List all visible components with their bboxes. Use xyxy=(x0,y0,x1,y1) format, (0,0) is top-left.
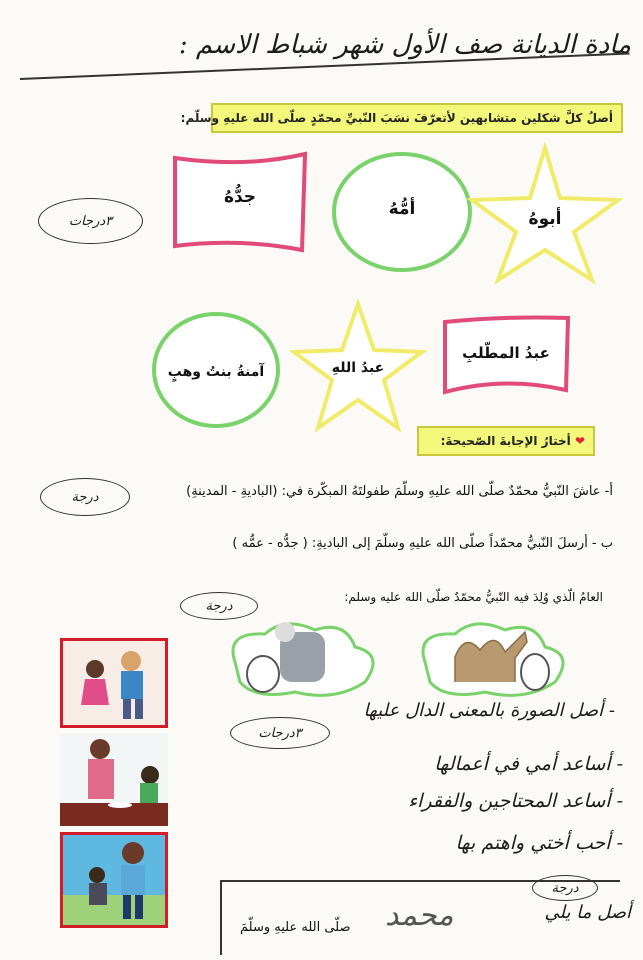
section3-item-3: - أحب أختي واهتم بها xyxy=(455,832,623,854)
shape-star-abdullah[interactable] xyxy=(294,304,422,428)
shape-circle-mother[interactable] xyxy=(334,154,470,270)
boys-helping-icon xyxy=(63,835,165,925)
section2-instruction-text: أختارُ الإجابةَ الصّحيحةَ: xyxy=(440,434,571,448)
section4-middle-text: محمد xyxy=(385,898,454,933)
camel-cloud[interactable] xyxy=(423,624,563,695)
mother-kitchen-icon xyxy=(60,733,168,826)
picture-helping-mother[interactable] xyxy=(60,733,168,826)
section1-grade: ٣درجات xyxy=(38,198,143,244)
children-playing-icon xyxy=(63,641,165,725)
shape-star-father-label: أبوهُ xyxy=(528,209,562,229)
section4-left-text: صلّى الله عليهِ وسلّمَ xyxy=(240,920,351,935)
shape-flag-grandfather-label: جدُّهُ xyxy=(223,187,257,207)
picture-helping-sister[interactable] xyxy=(60,638,168,728)
shape-circle-mother-label: أمُّهُ xyxy=(388,199,416,219)
section3-grade: ٣درجات xyxy=(230,717,330,749)
section1-instruction: أصلُ كلَّ شكلين متشابهين لأتعرّفَ نسَبَ النّبيِّ محمّدٍ صلّى الله عليهِ وسلّم: xyxy=(211,103,623,133)
shapes-canvas xyxy=(140,140,640,440)
section4-instruction: أصل ما يلي xyxy=(544,902,631,923)
animal-choices xyxy=(215,612,615,702)
shape-flag-grandfather[interactable] xyxy=(175,154,305,250)
heart-icon: ❤ xyxy=(574,434,585,448)
section3-instruction: - أصل الصورة بالمعنى الدال عليها xyxy=(363,700,615,721)
shape-circle-amina-label: آمنةُ بنتُ وهبٍ xyxy=(167,364,265,380)
section4-grade: درجة xyxy=(532,875,598,901)
section4-vertical-line xyxy=(220,880,222,955)
elephant-cloud[interactable] xyxy=(233,622,373,695)
shape-star-abdullah-label: عبدُ اللهِ xyxy=(331,360,385,376)
question-c: العامُ الّذي وُلِدَ فيه النّبيُّ محمّدٌ صلّى الله عليه وسلم: xyxy=(344,590,603,604)
question-b: ب - أرسلَ النّبيُّ محمّداً صلّى الله عليهِ وسلّمَ إلى الباديةِ: ( جدُّه - عمُّه ) xyxy=(232,536,613,551)
shape-star-father[interactable] xyxy=(472,148,618,280)
shape-flag-muttalib-label: عبدُ المطّلبِ xyxy=(462,344,550,362)
shape-circle-amina[interactable] xyxy=(154,314,278,426)
shape-flag-muttalib[interactable] xyxy=(445,318,568,393)
handwritten-title: مادة الديانة صف الأول شهر شباط الاسم : xyxy=(178,30,631,60)
question-c-grade: درجة xyxy=(180,592,258,620)
section3-item-2: - أساعد المحتاجين والفقراء xyxy=(408,790,623,812)
question-a: أ- عاشَ النّبيُّ محمّدٌ صلّى الله عليهِ وسلّمَ طفولتَهُ المبكّرة في: (الباديةِ - المدينةِ) xyxy=(186,484,613,499)
section2-grade: درجة xyxy=(40,478,130,516)
picture-helping-poor[interactable] xyxy=(60,832,168,928)
section2-instruction xyxy=(417,426,595,456)
section3-item-1: - أساعد أمي في أعمالها xyxy=(434,753,623,775)
